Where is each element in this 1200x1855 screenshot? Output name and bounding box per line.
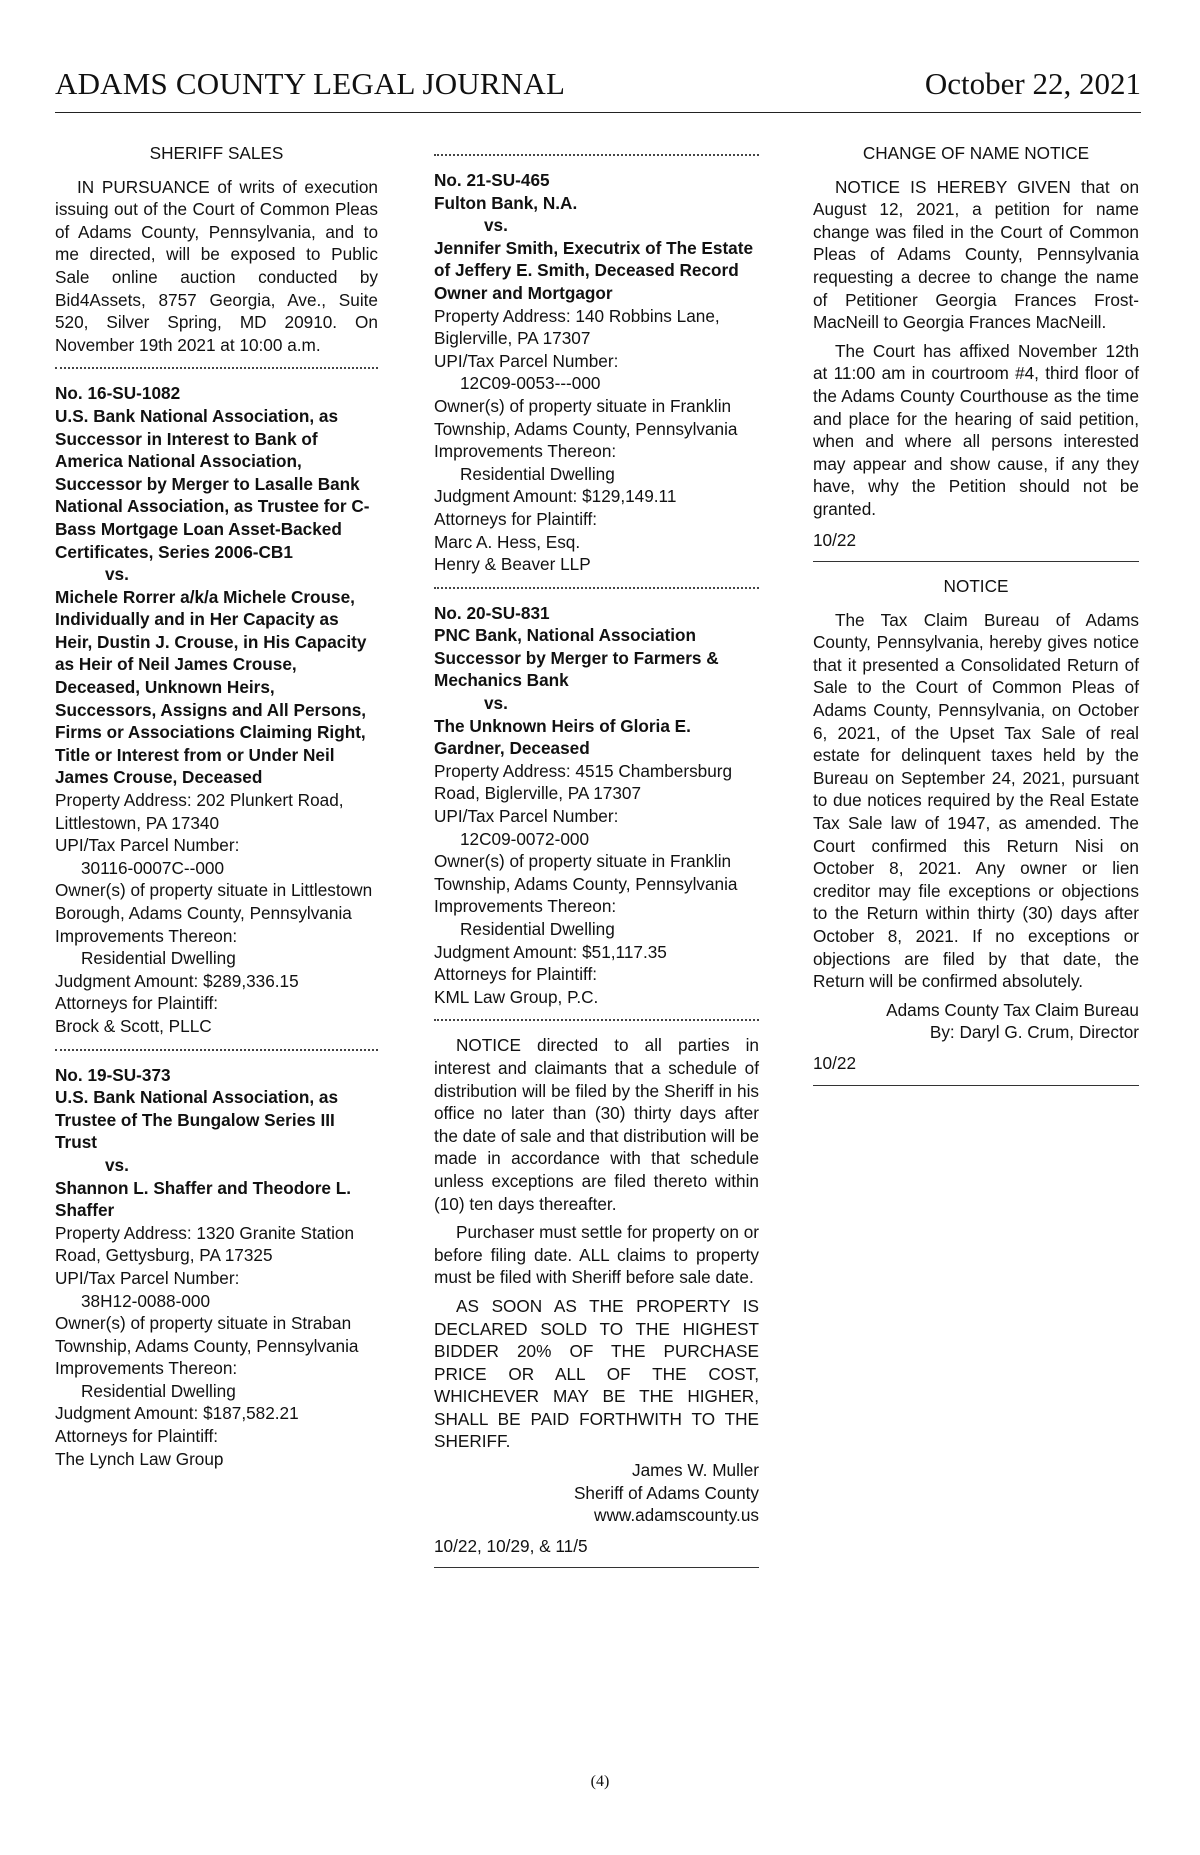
- plaintiff: U.S. Bank National Association, as Trustee of The Bungalow Series III Trust: [55, 1087, 339, 1153]
- journal-title: ADAMS COUNTY LEGAL JOURNAL: [55, 66, 566, 101]
- plaintiff: U.S. Bank National Association, as Successor in Interest to Bank of America National Association, Successor by Merger to Lasalle Bank National Association, as Trustee for C-Bass Mortgage Loan Asset-Backed Certificates, Series 2006-CB1: [55, 405, 370, 562]
- column-2: [434, 142, 759, 1581]
- case-block: [434, 602, 759, 1009]
- issue-date: October 22, 2021: [924, 66, 1141, 101]
- improvements-value: Residential Dwelling: [460, 919, 615, 939]
- attorney: Henry & Beaver LLP: [434, 554, 591, 575]
- property-address: Property Address: 140 Robbins Lane, Biglerville, PA 17307: [434, 305, 720, 349]
- distribution-notice: NOTICE directed to all parties in interest and claimants that a schedule of distribution will be filed by the Sheriff in his office no later than (30) thirty days after the date of sale and that distribution will be made in accordance with that schedule unless exceptions are filed thereto within (10) ten days thereafter.: [434, 1035, 759, 1214]
- column-3: [813, 142, 1139, 1099]
- section-divider: [434, 1567, 759, 1568]
- case-number: No. 21-SU-465: [434, 170, 550, 190]
- dotted-divider: [434, 1019, 759, 1021]
- section-title-name-change: CHANGE OF NAME NOTICE: [862, 143, 1090, 163]
- section-title-sheriff-sales: SHERIFF SALES: [149, 143, 284, 163]
- upi-label: UPI/Tax Parcel Number:: [434, 350, 619, 371]
- section-title-notice: NOTICE: [943, 576, 1009, 597]
- page-header: [55, 62, 1141, 113]
- improvements-value: Residential Dwelling: [81, 948, 236, 969]
- upi-number: 30116-0007C--000: [81, 857, 225, 878]
- upi-number: 12C09-0053---000: [460, 373, 601, 394]
- improvements-label: Improvements Thereon:: [55, 1358, 238, 1379]
- sheriff-title: Sheriff of Adams County: [573, 1482, 759, 1503]
- section-divider: [813, 561, 1139, 562]
- upi-label: UPI/Tax Parcel Number:: [434, 806, 619, 827]
- case-number: No. 16-SU-1082: [55, 383, 181, 404]
- attorney: Brock & Scott, PLLC: [55, 1015, 212, 1036]
- property-address: Property Address: 1320 Granite Station Road, Gettysburg, PA 17325: [55, 1222, 355, 1266]
- versus: vs.: [484, 215, 508, 236]
- improvements-label: Improvements Thereon:: [434, 441, 617, 462]
- name-change-paragraph-1: NOTICE IS HEREBY GIVEN that on August 12, 2021, a petition for name change was filed in the Court of Common Pleas of Adams County, Pennsylvania requesting a decree to change the name of Petitioner Georgia Frances Frost-MacNeill to Georgia Frances MacNeill.: [813, 176, 1139, 333]
- tax-bureau-director: By: Daryl G. Crum, Director: [929, 1022, 1139, 1043]
- page-number: (4): [590, 1773, 610, 1790]
- case-number: No. 19-SU-373: [55, 1064, 171, 1085]
- defendant: The Unknown Heirs of Gloria E. Gardner, Deceased: [434, 715, 691, 759]
- column-1: [55, 142, 378, 1470]
- upi-number: 38H12-0088-000: [81, 1290, 211, 1311]
- improvements-label: Improvements Thereon:: [434, 896, 617, 917]
- upi-label: UPI/Tax Parcel Number:: [55, 1267, 240, 1288]
- plaintiff: Fulton Bank, N.A.: [434, 192, 578, 213]
- sheriff-name: James W. Muller: [631, 1460, 759, 1481]
- attorney: KML Law Group, P.C.: [434, 986, 599, 1007]
- attorneys-label: Attorneys for Plaintiff:: [55, 993, 219, 1014]
- judgment-amount: Judgment Amount: $187,582.21: [55, 1403, 299, 1424]
- dotted-divider: [55, 367, 378, 369]
- tax-bureau-signature: Adams County Tax Claim Bureau: [886, 999, 1139, 1020]
- attorney: Marc A. Hess, Esq.: [434, 531, 581, 552]
- dotted-divider: [434, 587, 759, 589]
- upi-number: 12C09-0072-000: [460, 828, 590, 849]
- defendant: Michele Rorrer a/k/a Michele Crouse, Individually and in Her Capacity as Heir, Dustin J. Crouse, in His Capacity as Heir of Neil James Crouse, Deceased, Unknown Heirs, Successors, Assigns and All Persons, Firms or Associations Claiming Right, Title or Interest from or Under Neil James Crouse, Deceased: [55, 586, 367, 788]
- versus: vs.: [105, 1154, 129, 1175]
- section-divider: [813, 1085, 1139, 1086]
- upi-label: UPI/Tax Parcel Number:: [55, 835, 240, 856]
- owner-location: Owner(s) of property situate in Littlestown Borough, Adams County, Pennsylvania: [55, 880, 373, 923]
- property-address: Property Address: 4515 Chambersburg Road, Biglerville, PA 17307: [434, 760, 733, 804]
- attorneys-label: Attorneys for Plaintiff:: [55, 1426, 219, 1447]
- defendant: Jennifer Smith, Executrix of The Estate of Jeffery E. Smith, Deceased Record Owner and Mortgagor: [434, 237, 754, 303]
- versus: vs.: [105, 564, 129, 585]
- sheriff-intro: IN PURSUANCE of writs of execution issuing out of the Court of Common Pleas of Adams County, Pennsylvania, and to me directed, will be exposed to Public Sale online auction conducted by Bid4Assets, 8757 Georgia, Ave., Suite 520, Silver Spring, MD 20910. On November 19th 2021 at 10:00 a.m.: [55, 176, 378, 355]
- name-change-paragraph-2: The Court has affixed November 12th at 11:00 am in courtroom #4, third floor of the Adams County Courthouse as the time and place for the hearing of said petition, when and where all persons interested may appear and show cause, if any they have, why the Petition should not be granted.: [813, 340, 1139, 519]
- attorneys-label: Attorneys for Plaintiff:: [434, 508, 598, 529]
- plaintiff: PNC Bank, National Association Successor by Merger to Farmers & Mechanics Bank: [434, 625, 719, 691]
- dotted-divider: [55, 1049, 378, 1051]
- judgment-amount: Judgment Amount: $129,149.11: [434, 486, 677, 507]
- versus: vs.: [484, 693, 508, 714]
- defendant: Shannon L. Shaffer and Theodore L. Shaffer: [55, 1177, 352, 1221]
- case-block: [55, 1064, 378, 1471]
- owner-location: Owner(s) of property situate in Franklin Township, Adams County, Pennsylvania: [434, 395, 738, 439]
- judgment-amount: Judgment Amount: $289,336.15: [55, 970, 299, 991]
- attorney: The Lynch Law Group: [55, 1448, 224, 1469]
- case-block: [434, 169, 759, 576]
- payment-notice: AS SOON AS THE PROPERTY IS DECLARED SOLD TO THE HIGHEST BIDDER 20% OF THE PURCHASE PRICE OR ALL OF THE COST, WHICHEVER MAY BE THE HIGHER, SHALL BE PAID FORTHWITH TO THE SHERIFF.: [434, 1295, 759, 1452]
- owner-location: Owner(s) of property situate in Straban Township, Adams County, Pennsylvania: [55, 1313, 359, 1356]
- improvements-label: Improvements Thereon:: [55, 925, 238, 946]
- judgment-amount: Judgment Amount: $51,117.35: [434, 941, 667, 962]
- purchaser-notice: Purchaser must settle for property on or before filing date. ALL claims to property must be filed with Sheriff before sale date.: [434, 1222, 759, 1288]
- county-website: www.adamscounty.us: [594, 1505, 759, 1526]
- tax-notice-paragraph: The Tax Claim Bureau of Adams County, Pennsylvania, hereby gives notice that it presented a Consolidated Return of Sale to the Court of Common Pleas of Adams County, Pennsylvania, on October 6, 2021, of the Upset Tax Sale of real estate for delinquent taxes held by the Bureau on September 24, 2021, pursuant to due notices required by the Real Estate Tax Sale law of 1947, as amended. The Court confirmed this Return Nisi on October 8, 2021. Any owner or lien creditor may file exceptions or objections to the Return within thirty (30) days after October 8, 2021. If no exceptions or objections are filed by that date, the Return will be confirmed absolutely.: [813, 609, 1139, 992]
- case-number: No. 20-SU-831: [434, 602, 550, 623]
- tax-notice-date: 10/22: [813, 1052, 857, 1073]
- improvements-value: Residential Dwelling: [460, 463, 615, 484]
- property-address: Property Address: 202 Plunkert Road, Littlestown, PA 17340: [55, 790, 344, 833]
- case-block: [55, 382, 378, 1037]
- name-change-date: 10/22: [813, 529, 857, 550]
- publication-dates: 10/22, 10/29, & 11/5: [434, 1535, 588, 1556]
- dotted-divider: [434, 154, 759, 156]
- owner-location: Owner(s) of property situate in Franklin Township, Adams County, Pennsylvania: [434, 851, 738, 894]
- attorneys-label: Attorneys for Plaintiff:: [434, 964, 598, 985]
- improvements-value: Residential Dwelling: [81, 1380, 236, 1401]
